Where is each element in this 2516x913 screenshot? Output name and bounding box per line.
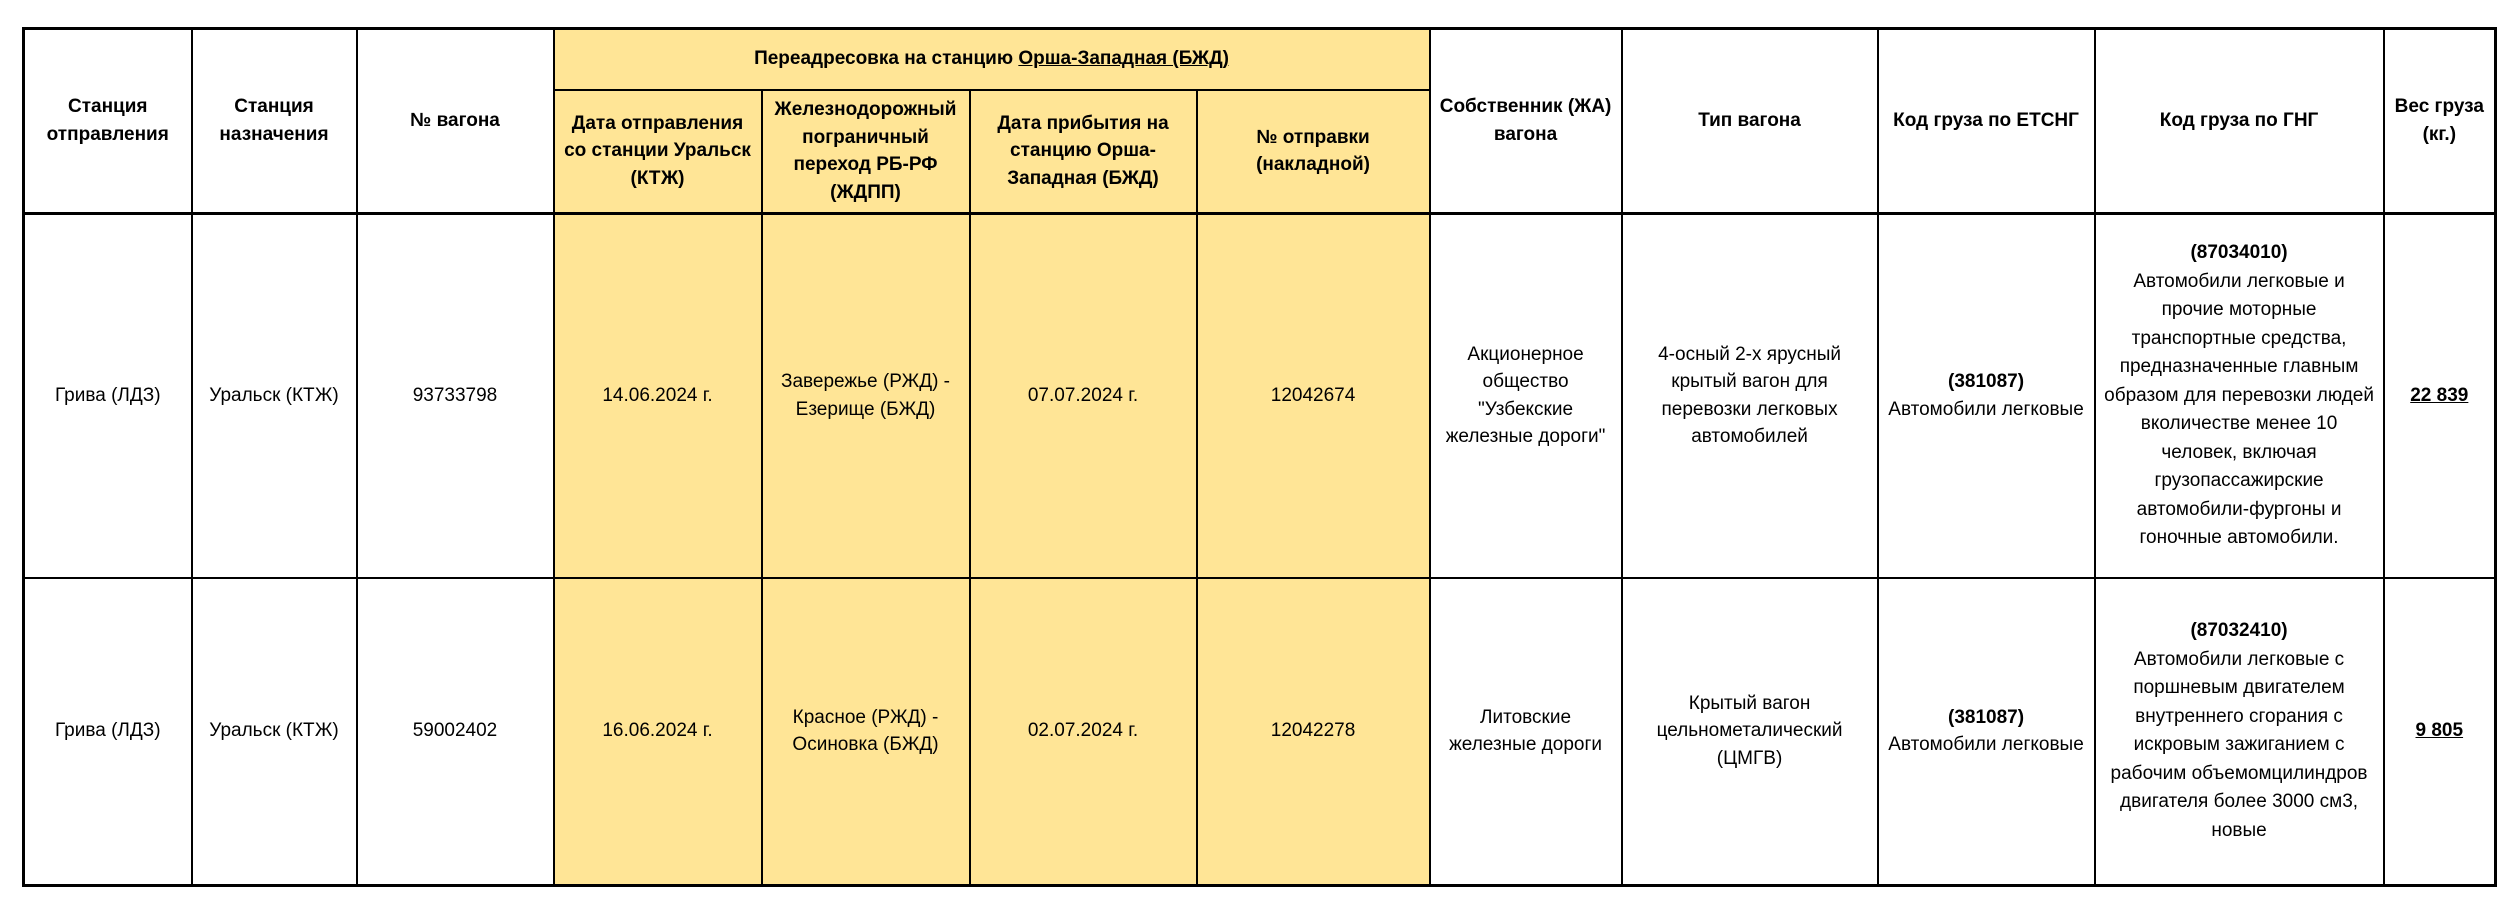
etsng-code-value: (381087) (1948, 706, 2025, 728)
cell-wagon-owner: Акционерное общество "Узбекские железные дороги" (1430, 214, 1622, 578)
cell-gng (2095, 214, 2384, 578)
merged-header-prefix: Переадресовка на станцию (754, 48, 1019, 70)
cell-departure-station: Грива (ЛДЗ) (24, 578, 192, 886)
etsng-code-value: (381087) (1948, 371, 2025, 393)
col-header-etsng-code: Код груза по ЕТСНГ (1878, 29, 2095, 214)
table-row (24, 578, 2496, 886)
cell-wagon-number: 93733798 (357, 214, 554, 578)
col-header-wagon-number: № вагона (357, 29, 554, 214)
cell-destination-station: Уральск (КТЖ) (192, 578, 357, 886)
cargo-table (22, 27, 2497, 887)
col-header-cargo-weight: Вес груза (кг.) (2384, 29, 2496, 214)
merged-header-redirect (554, 29, 1430, 90)
weight-value: 22 839 (2410, 384, 2469, 406)
col-header-dispatch-date: Дата отправления со станции Уральск (КТЖ) (554, 90, 762, 214)
cell-weight (2384, 578, 2496, 886)
col-header-gng-code: Код груза по ГНГ (2095, 29, 2384, 214)
cell-gng (2095, 578, 2384, 886)
gng-description: Автомобили легковые и прочие моторные транспортные средства, предназначенные главным образом для перевозки людей вколичестве менее 10 человек, включая грузопассажирские автомобили-фургоны и гоночные автомобили. (2104, 270, 2374, 548)
col-header-border-crossing: Железнодорожный пограничный переход РБ-РФ (ЖДПП) (762, 90, 970, 214)
cell-departure-station: Грива (ЛДЗ) (24, 214, 192, 578)
cell-destination-station: Уральск (КТЖ) (192, 214, 357, 578)
header-row-top (24, 29, 2496, 90)
cell-dispatch-date: 16.06.2024 г. (554, 578, 762, 886)
cell-wagon-type: 4-осный 2-х ярусный крытый вагон для перевозки легковых автомобилей (1622, 214, 1878, 578)
cell-wagon-owner: Литовские железные дороги (1430, 578, 1622, 886)
cell-arrival-date: 02.07.2024 г. (970, 578, 1197, 886)
col-header-wagon-type: Тип вагона (1622, 29, 1878, 214)
merged-header-station: Орша-Западная (БЖД) (1018, 48, 1229, 70)
cell-shipment-number: 12042278 (1197, 578, 1430, 886)
col-header-arrival-date: Дата прибытия на станцию Орша-Западная (БЖД) (970, 90, 1197, 214)
etsng-description: Автомобили легковые (1888, 734, 2084, 756)
cell-etsng (1878, 214, 2095, 578)
cell-shipment-number: 12042674 (1197, 214, 1430, 578)
cell-arrival-date: 07.07.2024 г. (970, 214, 1197, 578)
gng-description: Автомобили легковые с поршневым двигателем внутреннего сгорания с искровым зажиганием с рабочим объемомцилиндров двигателя более 3000 см3, новые (2110, 648, 2368, 841)
col-header-wagon-owner: Собственник (ЖА) вагона (1430, 29, 1622, 214)
cell-etsng (1878, 578, 2095, 886)
gng-code-value: (87034010) (2190, 242, 2288, 263)
col-header-departure-station: Станция отправления (24, 29, 192, 214)
cell-border-crossing: Красное (РЖД) - Осиновка (БЖД) (762, 578, 970, 886)
cell-wagon-type: Крытый вагон цельнометалический (ЦМГВ) (1622, 578, 1878, 886)
cell-weight (2384, 214, 2496, 578)
cell-wagon-number: 59002402 (357, 578, 554, 886)
gng-code-value: (87032410) (2190, 620, 2288, 642)
cell-dispatch-date: 14.06.2024 г. (554, 214, 762, 578)
weight-value: 9 805 (2415, 720, 2464, 742)
etsng-description: Автомобили легковые (1888, 398, 2084, 420)
table-row (24, 214, 2496, 578)
cell-border-crossing: Завережье (РЖД) - Езерище (БЖД) (762, 214, 970, 578)
col-header-destination-station: Станция назначения (192, 29, 357, 214)
col-header-shipment-number: № отправки (накладной) (1197, 90, 1430, 214)
